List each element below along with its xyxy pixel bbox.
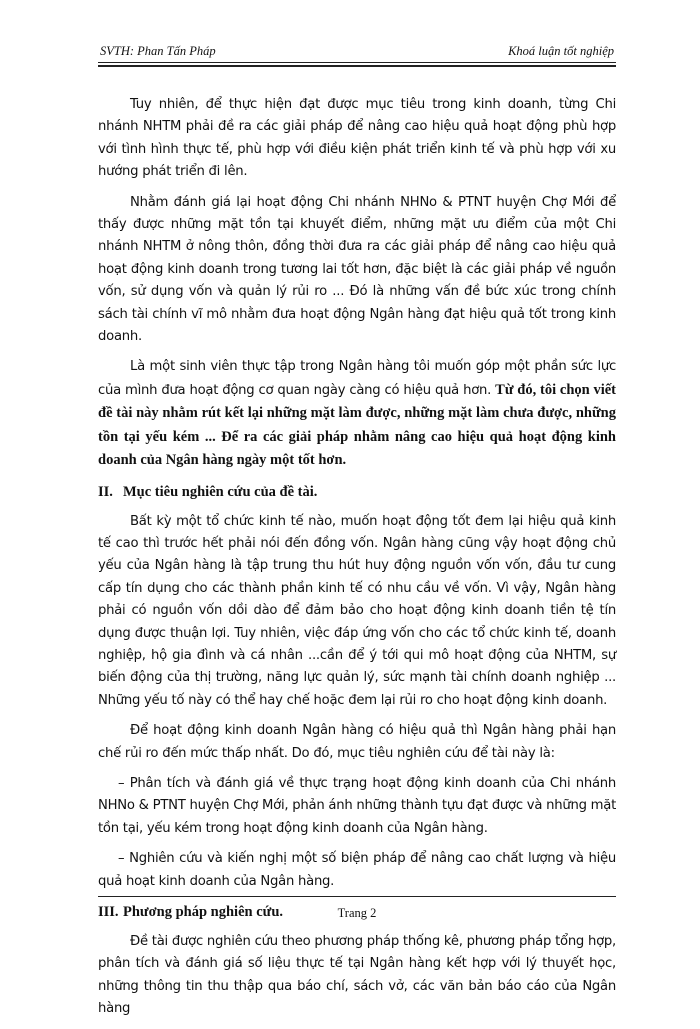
- section-title: Phương pháp nghiên cứu.: [123, 904, 284, 920]
- section-heading-objectives: [98, 481, 616, 503]
- paragraph-motivation-normal: Là một sinh viên thực tập trong Ngân hàng tôi muốn góp một phần sức lực của mình đưa hoạt động cơ quan ngày càng có hiệu quả hơn.: [98, 359, 616, 398]
- paragraph-motivation: [98, 356, 616, 472]
- header-rule-thin: [98, 62, 616, 63]
- list-item-analysis: – Phân tích và đánh giá về thực trạng hoạt động kinh doanh của Chi nhánh NHNo & PTNT huyện Chợ Mới, phản ánh những thành tựu đạt được và những mặt tồn tại, yếu kém trong hoạt động kinh doanh của Ngân hàng.: [98, 775, 616, 836]
- paragraph-intro: Tuy nhiên, để thực hiện đạt được mục tiêu trong kinh doanh, từng Chi nhánh NHTM phải đề ra các giải pháp để nâng cao hiệu quả hoạt động phù hợp với tình hình thực tế, phù hợp với điều kiện phát triển kinh tế và phù hợp với xu hướng phát triển đi lên.: [98, 97, 616, 180]
- paragraph-motivation-bold: Từ đó, tôi chọn viết đề tài này nhằm rút kết lại những mặt làm được, những mặt làm chưa được, những tồn tại yếu kém ... Để ra các giải pháp nhằm nâng cao hiệu quả hoạt động kinh doanh của Ngân hàng ngày một tốt hơn.: [98, 381, 617, 469]
- page-header: [98, 40, 616, 62]
- header-rule-thick: [98, 65, 616, 67]
- page-footer: [98, 896, 616, 921]
- paragraph-capital: Bất kỳ một tổ chức kinh tế nào, muốn hoạt động tốt đem lại hiệu quả kinh tế cao thì trước hết phải nói đến đồng vốn. Ngân hàng cũng vậy hoạt động chủ yếu của Ngân hàng là tập trung thu hút huy động nguồn vốn vốn, đầu tư cung cấp tín dụng cho các thành phần kinh tế có nhu cầu về vốn. Vì vậy, Ngân hàng phải có nguồn vốn dồi dào để đảm bảo cho hoạt động kinh doanh tiền tệ tín dụng được thuận lợi. Tuy nhiên, việc đáp ứng vốn cho các tổ chức kinh tế, doanh nghiệp, hộ gia đình và cá nhân ...cần để ý tới qui mô hoạt động của NHTM, sự biến động của thị trường, năng lực quản lý, sức mạnh tài chính doanh nghiệp ... Những yếu tố này có thể hay chế hoặc đem lại rủi ro cho hoạt động kinh doanh.: [98, 513, 616, 708]
- page-number: Trang 2: [337, 906, 377, 920]
- section-number: III.: [98, 904, 119, 920]
- header-author: SVTH: Phan Tấn Pháp: [100, 44, 216, 58]
- page-body: [98, 94, 616, 1029]
- footer-rule: [98, 896, 616, 897]
- section-number: II.: [98, 483, 113, 500]
- list-item-research: – Nghiên cứu và kiến nghị một số biện pháp để nâng cao chất lượng và hiệu quả hoạt kinh doanh của Ngân hàng.: [98, 851, 616, 889]
- paragraph-methods: Đề tài được nghiên cứu theo phương pháp thống kê, phương pháp tổng hợp, phân tích và đánh giá số liệu thực tế tại Ngân hàng kết hợp với lý thuyết học, những thông tin thu thập qua báo chí, sách vở, các văn bản báo cáo của Ngân hàng: [98, 934, 616, 1017]
- header-doc-type: Khoá luận tốt nghiệp: [508, 44, 614, 58]
- section-title: Mục tiêu nghiên cứu của đề tài.: [123, 483, 318, 500]
- paragraph-evaluation: Nhằm đánh giá lại hoạt động Chi nhánh NHNo & PTNT huyện Chợ Mới để thấy được những mặt tồn tại khuyết điểm, những mặt ưu điểm của một Chi nhánh NHTM ở nông thôn, đồng thời đưa ra các giải pháp để nâng cao hiệu quả hoạt động kinh doanh trong tương lai tốt hơn, đặc biệt là các giải pháp về nguồn vốn, sử dụng vốn và quản lý rủi ro ... Đó là những vấn đề bức xúc trong chính sách tài chính vĩ mô nhằm đưa hoạt động Ngân hàng đạt hiệu quả tốt trong kinh doanh.: [98, 194, 616, 345]
- paragraph-risk: Để hoạt động kinh doanh Ngân hàng có hiệu quả thì Ngân hàng phải hạn chế rủi ro đến mức thấp nhất. Do đó, mục tiêu nghiên cứu để tài này là:: [98, 723, 616, 761]
